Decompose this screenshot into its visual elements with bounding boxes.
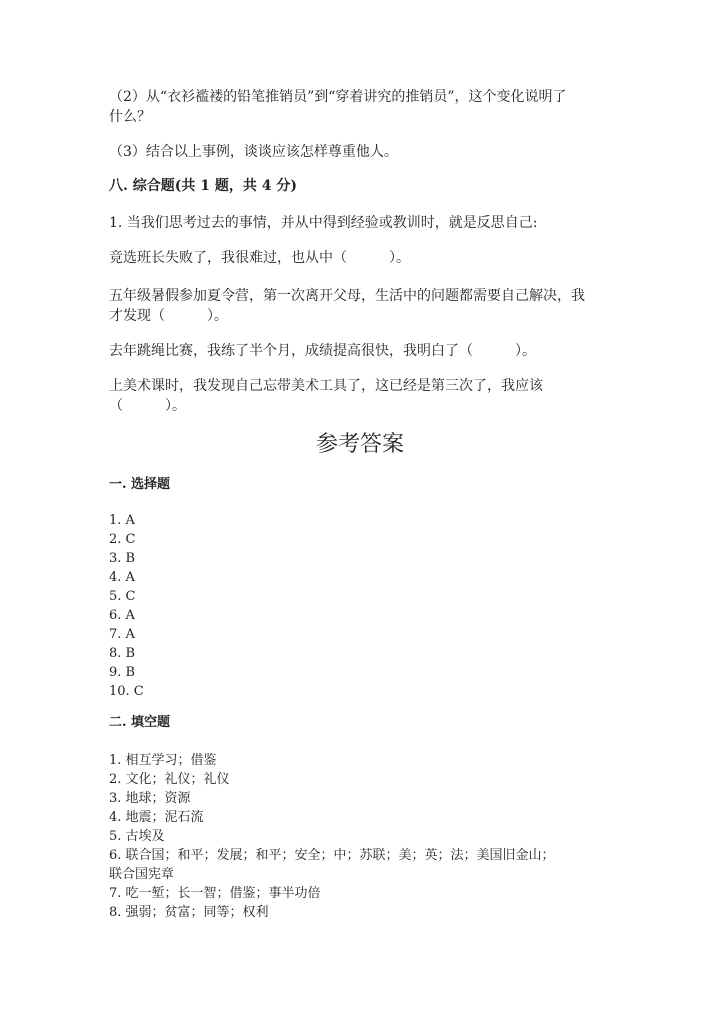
answers-title: 参考答案 <box>315 432 404 457</box>
question-2-line-1: （2）从“衣衫褴褛的铅笔推销员”到“穿着讲究的推销员”，这个变化说明了 <box>109 89 567 105</box>
section-2-answers <box>109 751 555 922</box>
answer-item: 5. C <box>109 589 136 604</box>
answer-item: 1. 相互学习；借鉴 <box>109 753 217 768</box>
blank-2-line-1: 五年级暑假参加夏令营，第一次离开父母，生活中的问题都需要自己解决，我 <box>109 288 585 304</box>
answer-item: 2. 文化；礼仪；礼仪 <box>109 772 230 787</box>
answer-item: 2. C <box>109 532 136 547</box>
section-8-heading: 八. 综合题(共 1 题，共 4 分) <box>109 178 297 194</box>
section-1-heading: 一. 选择题 <box>109 477 171 492</box>
item-1-intro: 1. 当我们思考过去的事情，并从中得到经验或教训时，就是反思自己: <box>109 215 538 231</box>
answer-item: 4. A <box>109 570 135 585</box>
section-1-answers <box>109 511 144 701</box>
answer-item: 5. 古埃及 <box>109 829 165 844</box>
question-3: （3）结合以上事例，谈谈应该怎样尊重他人。 <box>109 144 398 160</box>
blank-3: 去年跳绳比赛，我练了半个月，成绩提高很快，我明白了（ ）。 <box>109 343 536 359</box>
answer-item: 10. C <box>109 684 144 699</box>
answer-item: 联合国宪章 <box>109 867 175 882</box>
answer-item: 8. 强弱；贫富；同等；权利 <box>109 905 269 920</box>
blank-1: 竞选班长失败了，我很难过，也从中（ ）。 <box>109 250 410 266</box>
question-2-line-2: 什么？ <box>109 109 151 125</box>
answer-item: 3. 地球；资源 <box>109 791 191 806</box>
blank-4-line-2: （ ）。 <box>109 398 186 414</box>
blank-4-line-1: 上美术课时，我发现自己忘带美术工具了，这已经是第三次了，我应该 <box>109 378 543 394</box>
answer-item: 3. B <box>109 551 136 566</box>
answer-item: 1. A <box>109 513 135 528</box>
answer-item: 6. 联合国；和平；发展；和平；安全；中；苏联；美；英；法；美国旧金山； <box>109 848 555 863</box>
section-2-heading: 二. 填空题 <box>109 715 171 730</box>
answer-item: 9. B <box>109 665 136 680</box>
answer-item: 7. 吃一堑；长一智；借鉴；事半功倍 <box>109 886 321 901</box>
blank-2-line-2: 才发现（ ）。 <box>109 308 228 324</box>
answer-item: 7. A <box>109 627 135 642</box>
answer-item: 6. A <box>109 608 135 623</box>
answer-item: 8. B <box>109 646 136 661</box>
answer-item: 4. 地震；泥石流 <box>109 810 204 825</box>
